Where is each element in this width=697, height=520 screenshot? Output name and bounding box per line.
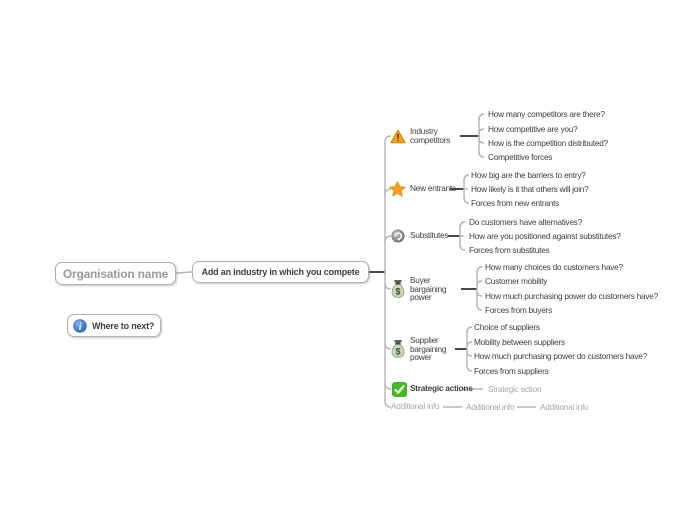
branch-additional-info[interactable]: Additional info (391, 401, 440, 411)
root-node-organisation-name[interactable] (55, 262, 176, 285)
leaf-node[interactable]: Choice of suppliers (474, 322, 540, 332)
leaf-node[interactable]: How much purchasing power do customers have? (474, 351, 648, 361)
leaf-node[interactable]: Forces from buyers (485, 305, 552, 315)
root-node-label: Organisation name (62, 266, 169, 281)
leaf-node[interactable]: How are you positioned against substitutes? (469, 231, 621, 241)
branch-buyer-bargaining-power[interactable]: Buyer bargaining power (410, 275, 447, 302)
leaf-node[interactable]: Forces from substitutes (469, 245, 550, 255)
industry-node-label: Add an industry in which you compete (201, 267, 360, 277)
leaf-node[interactable]: How likely is it that others will join? (471, 184, 589, 194)
leaf-node[interactable]: Competitive forces (488, 152, 553, 162)
svg-text:$: $ (395, 286, 401, 297)
leaf-node[interactable]: How many competitors are there? (488, 109, 605, 119)
leaf-node[interactable]: Strategic action (488, 384, 542, 394)
where-to-next-label: Where to next? (92, 320, 155, 331)
leaf-node[interactable]: How much purchasing power do customers have? (485, 291, 659, 301)
leaf-node[interactable]: Additional info (466, 402, 515, 412)
leaf-node[interactable]: How competitive are you? (488, 124, 578, 134)
checkbox-icon (392, 382, 407, 397)
substitutes-icon (391, 229, 405, 243)
money-bag-icon (391, 280, 405, 298)
where-to-next-node[interactable] (67, 314, 161, 337)
leaf-node[interactable]: Do customers have alternatives? (469, 217, 583, 227)
star-icon (389, 181, 406, 197)
leaf-node[interactable]: How is the competition distributed? (488, 138, 608, 148)
branch-supplier-bargaining-power[interactable]: Supplier bargaining power (410, 335, 447, 362)
industry-node[interactable] (192, 261, 369, 283)
branch-strategic-actions[interactable]: Strategic actions (410, 383, 473, 393)
svg-text:$: $ (395, 346, 401, 357)
money-bag-icon (391, 340, 405, 358)
svg-text:i: i (78, 321, 82, 333)
branch-substitutes[interactable]: Substitutes (410, 230, 449, 240)
leaf-node[interactable]: How big are the barriers to entry? (471, 170, 586, 180)
warning-icon (390, 129, 406, 144)
leaf-node[interactable]: Forces from new entrants (471, 198, 560, 208)
leaf-node[interactable]: Additional info (540, 402, 589, 412)
branch-industry-competitors[interactable]: Industry competitors (410, 126, 451, 145)
leaf-node[interactable]: Customer mobility (485, 276, 548, 286)
branch-new-entrants[interactable]: New entrants (410, 183, 456, 193)
leaf-node[interactable]: Forces from suppliers (474, 366, 549, 376)
leaf-node[interactable]: How many choices do customers have? (485, 262, 623, 272)
info-icon (73, 319, 87, 333)
leaf-node[interactable]: Mobility between suppliers (474, 337, 565, 347)
